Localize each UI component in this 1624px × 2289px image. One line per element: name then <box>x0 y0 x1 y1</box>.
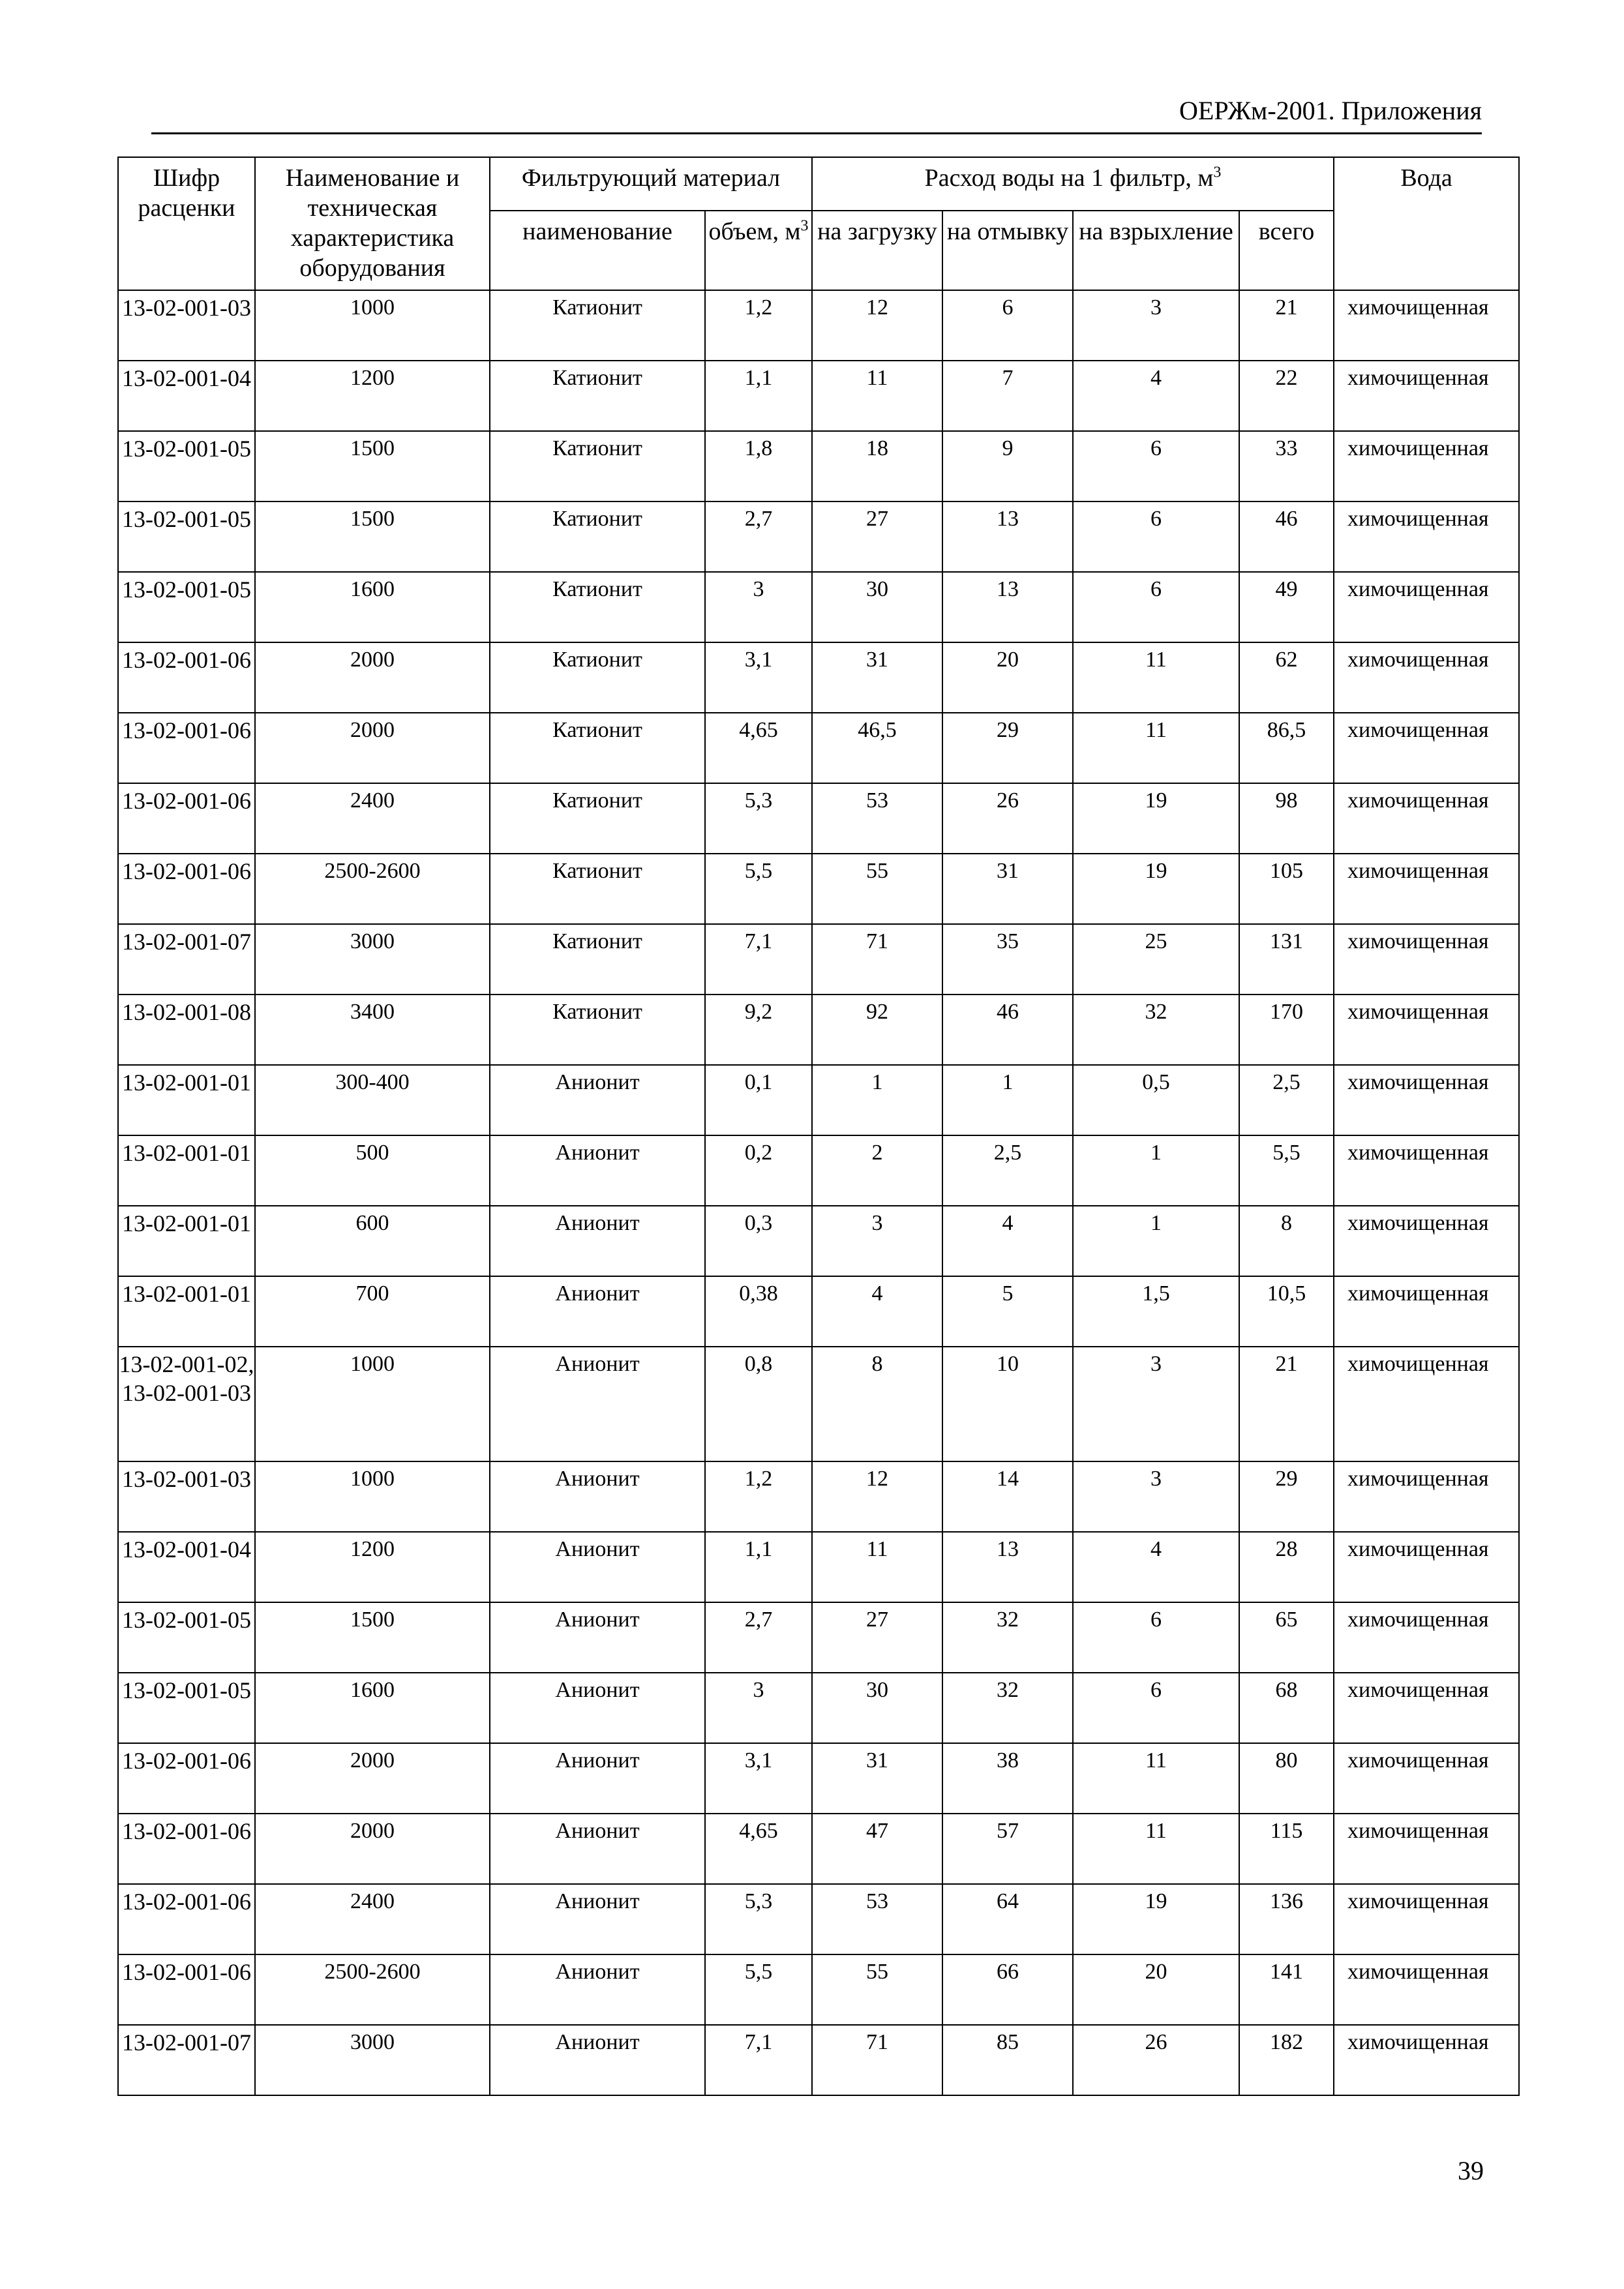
cell-material: Анионит <box>490 1673 705 1743</box>
cell-water-type: химочищенная <box>1334 1276 1519 1347</box>
cell-wash: 7 <box>942 361 1073 431</box>
cell-equipment-name: 3000 <box>255 2025 490 2095</box>
cell-load: 55 <box>812 854 942 924</box>
cell-equipment-name: 1200 <box>255 1532 490 1602</box>
cell-loosening: 1 <box>1073 1206 1239 1276</box>
cell-code: 13-02-001-01 <box>118 1065 255 1135</box>
cell-loosening: 11 <box>1073 713 1239 783</box>
cell-volume: 5,3 <box>705 783 812 854</box>
cell-water-type: химочищенная <box>1334 431 1519 501</box>
cell-load: 4 <box>812 1276 942 1347</box>
cell-equipment-name: 600 <box>255 1206 490 1276</box>
cell-water-type: химочищенная <box>1334 713 1519 783</box>
cell-load: 53 <box>812 783 942 854</box>
cell-wash: 13 <box>942 501 1073 572</box>
cell-volume: 0,2 <box>705 1135 812 1206</box>
cell-volume: 2,7 <box>705 501 812 572</box>
header-filter-material: Фильтрующий материал <box>490 157 812 211</box>
cell-loosening: 3 <box>1073 1461 1239 1532</box>
cell-loosening: 26 <box>1073 2025 1239 2095</box>
cell-water-type: химочищенная <box>1334 1206 1519 1276</box>
cell-material: Анионит <box>490 1814 705 1884</box>
cell-load: 31 <box>812 642 942 713</box>
cell-volume: 1,2 <box>705 1461 812 1532</box>
cell-equipment-name: 1200 <box>255 361 490 431</box>
cell-material: Катионит <box>490 642 705 713</box>
cell-equipment-name: 2000 <box>255 642 490 713</box>
cell-total: 49 <box>1239 572 1334 642</box>
cell-equipment-name: 2000 <box>255 1743 490 1814</box>
cell-total: 141 <box>1239 1954 1334 2025</box>
cell-equipment-name: 2500-2600 <box>255 1954 490 2025</box>
cell-equipment-name: 1500 <box>255 431 490 501</box>
cell-loosening: 1,5 <box>1073 1276 1239 1347</box>
cell-code: 13-02-001-06 <box>118 854 255 924</box>
cell-loosening: 11 <box>1073 642 1239 713</box>
cell-load: 27 <box>812 501 942 572</box>
cell-code: 13-02-001-06 <box>118 1743 255 1814</box>
cell-material: Катионит <box>490 431 705 501</box>
header-material-volume <box>705 211 812 290</box>
header-total: всего <box>1239 211 1334 290</box>
cell-equipment-name: 1000 <box>255 1347 490 1461</box>
cell-volume: 1,2 <box>705 290 812 361</box>
cell-load: 71 <box>812 924 942 995</box>
cell-material: Анионит <box>490 1461 705 1532</box>
cell-volume: 3 <box>705 572 812 642</box>
cell-load: 30 <box>812 572 942 642</box>
cell-code: 13-02-001-05 <box>118 431 255 501</box>
cell-code: 13-02-001-03 <box>118 290 255 361</box>
table-row <box>118 1135 1519 1206</box>
cell-water-type: химочищенная <box>1334 1814 1519 1884</box>
header-code: Шифр расценки <box>118 157 255 290</box>
cell-wash: 66 <box>942 1954 1073 2025</box>
cell-wash: 31 <box>942 854 1073 924</box>
cell-wash: 9 <box>942 431 1073 501</box>
cell-material: Анионит <box>490 1065 705 1135</box>
cell-material: Анионит <box>490 1884 705 1954</box>
cell-water-type: химочищенная <box>1334 1347 1519 1461</box>
table-row <box>118 713 1519 783</box>
unit-exponent: 3 <box>800 217 809 235</box>
cell-water-type: химочищенная <box>1334 501 1519 572</box>
cell-material: Анионит <box>490 1135 705 1206</box>
cell-loosening: 25 <box>1073 924 1239 995</box>
cell-total: 21 <box>1239 1347 1334 1461</box>
cell-water-type: химочищенная <box>1334 1743 1519 1814</box>
table-row <box>118 1814 1519 1884</box>
cell-material: Катионит <box>490 783 705 854</box>
cell-water-type: химочищенная <box>1334 642 1519 713</box>
cell-total: 28 <box>1239 1532 1334 1602</box>
cell-volume: 3,1 <box>705 1743 812 1814</box>
cell-equipment-name: 2000 <box>255 713 490 783</box>
cell-equipment-name: 3400 <box>255 995 490 1065</box>
cell-code: 13-02-001-08 <box>118 995 255 1065</box>
cell-total: 80 <box>1239 1743 1334 1814</box>
cell-water-type: химочищенная <box>1334 572 1519 642</box>
cell-load: 11 <box>812 361 942 431</box>
cell-water-type: химочищенная <box>1334 854 1519 924</box>
cell-loosening: 11 <box>1073 1743 1239 1814</box>
table-row <box>118 995 1519 1065</box>
cell-wash: 26 <box>942 783 1073 854</box>
cell-loosening: 19 <box>1073 783 1239 854</box>
cell-code: 13-02-001-06 <box>118 1814 255 1884</box>
cell-code: 13-02-001-06 <box>118 642 255 713</box>
cell-loosening: 11 <box>1073 1814 1239 1884</box>
cell-wash: 14 <box>942 1461 1073 1532</box>
cell-loosening: 6 <box>1073 501 1239 572</box>
cell-water-type: химочищенная <box>1334 783 1519 854</box>
table-row <box>118 1276 1519 1347</box>
cell-equipment-name: 1500 <box>255 1602 490 1673</box>
cell-code: 13-02-001-03 <box>118 1461 255 1532</box>
cell-load: 3 <box>812 1206 942 1276</box>
cell-water-type: химочищенная <box>1334 1065 1519 1135</box>
cell-material: Катионит <box>490 995 705 1065</box>
cell-water-type: химочищенная <box>1334 924 1519 995</box>
cell-volume: 9,2 <box>705 995 812 1065</box>
cell-total: 22 <box>1239 361 1334 431</box>
table-row <box>118 1884 1519 1954</box>
cell-code: 13-02-001-06 <box>118 713 255 783</box>
cell-load: 8 <box>812 1347 942 1461</box>
cell-water-type: химочищенная <box>1334 1602 1519 1673</box>
table-row <box>118 431 1519 501</box>
header-divider <box>151 132 1482 134</box>
table-row <box>118 1347 1519 1461</box>
cell-loosening: 1 <box>1073 1135 1239 1206</box>
header-material-name: наименование <box>490 211 705 290</box>
cell-load: 12 <box>812 290 942 361</box>
cell-wash: 29 <box>942 713 1073 783</box>
cell-wash: 20 <box>942 642 1073 713</box>
cell-material: Катионит <box>490 501 705 572</box>
cell-code: 13-02-001-02, 13-02-001-03 <box>118 1347 255 1461</box>
cell-wash: 10 <box>942 1347 1073 1461</box>
cell-material: Анионит <box>490 1743 705 1814</box>
cell-load: 12 <box>812 1461 942 1532</box>
table-row <box>118 854 1519 924</box>
cell-volume: 2,7 <box>705 1602 812 1673</box>
cell-volume: 5,5 <box>705 1954 812 2025</box>
cell-material: Анионит <box>490 2025 705 2095</box>
cell-water-type: химочищенная <box>1334 995 1519 1065</box>
cell-equipment-name: 1600 <box>255 572 490 642</box>
header-loosening: на взрыхление <box>1073 211 1239 290</box>
cell-code: 13-02-001-06 <box>118 1954 255 2025</box>
table-row <box>118 290 1519 361</box>
cell-water-type: химочищенная <box>1334 290 1519 361</box>
cell-volume: 1,1 <box>705 361 812 431</box>
cell-water-type: химочищенная <box>1334 1884 1519 1954</box>
page-number: 39 <box>1458 2156 1484 2185</box>
cell-wash: 13 <box>942 1532 1073 1602</box>
cell-code: 13-02-001-06 <box>118 783 255 854</box>
cell-code: 13-02-001-01 <box>118 1135 255 1206</box>
cell-material: Катионит <box>490 713 705 783</box>
cell-material: Катионит <box>490 290 705 361</box>
cell-wash: 46 <box>942 995 1073 1065</box>
cell-load: 46,5 <box>812 713 942 783</box>
document-header-title: ОЕРЖм-2001. Приложения <box>1179 96 1482 125</box>
cell-loosening: 19 <box>1073 854 1239 924</box>
table-row <box>118 642 1519 713</box>
cell-wash: 32 <box>942 1602 1073 1673</box>
cell-code: 13-02-001-06 <box>118 1884 255 1954</box>
cell-load: 31 <box>812 1743 942 1814</box>
cell-equipment-name: 300-400 <box>255 1065 490 1135</box>
cell-wash: 35 <box>942 924 1073 995</box>
cell-loosening: 20 <box>1073 1954 1239 2025</box>
cell-volume: 4,65 <box>705 1814 812 1884</box>
cell-wash: 38 <box>942 1743 1073 1814</box>
cell-wash: 2,5 <box>942 1135 1073 1206</box>
cell-total: 10,5 <box>1239 1276 1334 1347</box>
table-row <box>118 572 1519 642</box>
cell-wash: 57 <box>942 1814 1073 1884</box>
cell-water-type: химочищенная <box>1334 1532 1519 1602</box>
cell-total: 62 <box>1239 642 1334 713</box>
cell-material: Анионит <box>490 1206 705 1276</box>
cell-loosening: 6 <box>1073 572 1239 642</box>
cell-equipment-name: 1000 <box>255 290 490 361</box>
table-row <box>118 1602 1519 1673</box>
cell-material: Катионит <box>490 572 705 642</box>
cell-wash: 5 <box>942 1276 1073 1347</box>
cell-water-type: химочищенная <box>1334 1135 1519 1206</box>
cell-load: 27 <box>812 1602 942 1673</box>
cell-loosening: 6 <box>1073 1673 1239 1743</box>
cell-equipment-name: 2400 <box>255 1884 490 1954</box>
cell-material: Катионит <box>490 854 705 924</box>
table-row <box>118 1206 1519 1276</box>
table-row <box>118 2025 1519 2095</box>
cell-material: Анионит <box>490 1532 705 1602</box>
cell-material: Катионит <box>490 924 705 995</box>
cell-load: 71 <box>812 2025 942 2095</box>
cell-total: 115 <box>1239 1814 1334 1884</box>
cell-wash: 13 <box>942 572 1073 642</box>
cell-total: 65 <box>1239 1602 1334 1673</box>
cell-volume: 0,3 <box>705 1206 812 1276</box>
cell-total: 5,5 <box>1239 1135 1334 1206</box>
cell-loosening: 19 <box>1073 1884 1239 1954</box>
cell-total: 33 <box>1239 431 1334 501</box>
cell-volume: 3,1 <box>705 642 812 713</box>
cell-load: 11 <box>812 1532 942 1602</box>
cell-total: 98 <box>1239 783 1334 854</box>
cell-wash: 6 <box>942 290 1073 361</box>
cell-code: 13-02-001-01 <box>118 1206 255 1276</box>
table-row <box>118 501 1519 572</box>
cell-volume: 5,5 <box>705 854 812 924</box>
cell-total: 182 <box>1239 2025 1334 2095</box>
cell-wash: 32 <box>942 1673 1073 1743</box>
cell-load: 1 <box>812 1065 942 1135</box>
table-row <box>118 1954 1519 2025</box>
cell-loosening: 6 <box>1073 1602 1239 1673</box>
cell-volume: 0,1 <box>705 1065 812 1135</box>
cell-total: 46 <box>1239 501 1334 572</box>
cell-total: 68 <box>1239 1673 1334 1743</box>
filter-water-consumption-table <box>117 157 1520 2096</box>
cell-water-type: химочищенная <box>1334 1673 1519 1743</box>
table-row <box>118 783 1519 854</box>
cell-volume: 7,1 <box>705 2025 812 2095</box>
cell-total: 131 <box>1239 924 1334 995</box>
header-water-consumption <box>812 157 1334 211</box>
cell-code: 13-02-001-07 <box>118 2025 255 2095</box>
cell-wash: 1 <box>942 1065 1073 1135</box>
cell-total: 21 <box>1239 290 1334 361</box>
cell-load: 30 <box>812 1673 942 1743</box>
cell-loosening: 3 <box>1073 290 1239 361</box>
cell-load: 47 <box>812 1814 942 1884</box>
table-row <box>118 361 1519 431</box>
cell-total: 8 <box>1239 1206 1334 1276</box>
cell-code: 13-02-001-05 <box>118 572 255 642</box>
cell-wash: 4 <box>942 1206 1073 1276</box>
cell-load: 92 <box>812 995 942 1065</box>
cell-total: 105 <box>1239 854 1334 924</box>
cell-water-type: химочищенная <box>1334 2025 1519 2095</box>
cell-material: Анионит <box>490 1276 705 1347</box>
table-row <box>118 1461 1519 1532</box>
cell-code: 13-02-001-04 <box>118 361 255 431</box>
unit-exponent: 3 <box>1213 164 1222 181</box>
cell-code: 13-02-001-05 <box>118 1673 255 1743</box>
cell-load: 18 <box>812 431 942 501</box>
cell-loosening: 0,5 <box>1073 1065 1239 1135</box>
header-material-volume-label: объем, м <box>708 218 801 245</box>
cell-loosening: 4 <box>1073 361 1239 431</box>
cell-water-type: химочищенная <box>1334 361 1519 431</box>
cell-volume: 1,8 <box>705 431 812 501</box>
cell-equipment-name: 1500 <box>255 501 490 572</box>
cell-volume: 7,1 <box>705 924 812 995</box>
cell-total: 2,5 <box>1239 1065 1334 1135</box>
cell-code: 13-02-001-01 <box>118 1276 255 1347</box>
header-water-type: Вода <box>1334 157 1519 290</box>
cell-material: Анионит <box>490 1954 705 2025</box>
cell-total: 136 <box>1239 1884 1334 1954</box>
cell-equipment-name: 1600 <box>255 1673 490 1743</box>
cell-total: 86,5 <box>1239 713 1334 783</box>
cell-load: 53 <box>812 1884 942 1954</box>
cell-equipment-name: 500 <box>255 1135 490 1206</box>
cell-volume: 0,8 <box>705 1347 812 1461</box>
cell-wash: 85 <box>942 2025 1073 2095</box>
cell-code: 13-02-001-05 <box>118 501 255 572</box>
cell-code: 13-02-001-04 <box>118 1532 255 1602</box>
cell-volume: 4,65 <box>705 713 812 783</box>
cell-equipment-name: 700 <box>255 1276 490 1347</box>
header-wash: на отмывку <box>942 211 1073 290</box>
table-row <box>118 1673 1519 1743</box>
cell-wash: 64 <box>942 1884 1073 1954</box>
header-water-consumption-label: Расход воды на 1 фильтр, м <box>924 164 1214 192</box>
cell-equipment-name: 3000 <box>255 924 490 995</box>
cell-equipment-name: 2400 <box>255 783 490 854</box>
cell-material: Катионит <box>490 361 705 431</box>
cell-load: 55 <box>812 1954 942 2025</box>
cell-loosening: 6 <box>1073 431 1239 501</box>
header-load: на загрузку <box>812 211 942 290</box>
table-body <box>118 290 1519 2095</box>
cell-code: 13-02-001-05 <box>118 1602 255 1673</box>
cell-material: Анионит <box>490 1602 705 1673</box>
table-row <box>118 1532 1519 1602</box>
cell-volume: 1,1 <box>705 1532 812 1602</box>
table-row <box>118 924 1519 995</box>
cell-water-type: химочищенная <box>1334 1954 1519 2025</box>
header-equipment-name: Наименование и техническая характеристика оборудования <box>255 157 490 290</box>
cell-loosening: 4 <box>1073 1532 1239 1602</box>
cell-loosening: 32 <box>1073 995 1239 1065</box>
cell-equipment-name: 2000 <box>255 1814 490 1884</box>
cell-loosening: 3 <box>1073 1347 1239 1461</box>
table-row <box>118 1743 1519 1814</box>
table-header <box>118 157 1519 290</box>
cell-volume: 0,38 <box>705 1276 812 1347</box>
cell-material: Анионит <box>490 1347 705 1461</box>
cell-total: 170 <box>1239 995 1334 1065</box>
cell-equipment-name: 2500-2600 <box>255 854 490 924</box>
cell-total: 29 <box>1239 1461 1334 1532</box>
cell-code: 13-02-001-07 <box>118 924 255 995</box>
cell-volume: 5,3 <box>705 1884 812 1954</box>
cell-load: 2 <box>812 1135 942 1206</box>
cell-volume: 3 <box>705 1673 812 1743</box>
cell-equipment-name: 1000 <box>255 1461 490 1532</box>
table-row <box>118 1065 1519 1135</box>
cell-water-type: химочищенная <box>1334 1461 1519 1532</box>
